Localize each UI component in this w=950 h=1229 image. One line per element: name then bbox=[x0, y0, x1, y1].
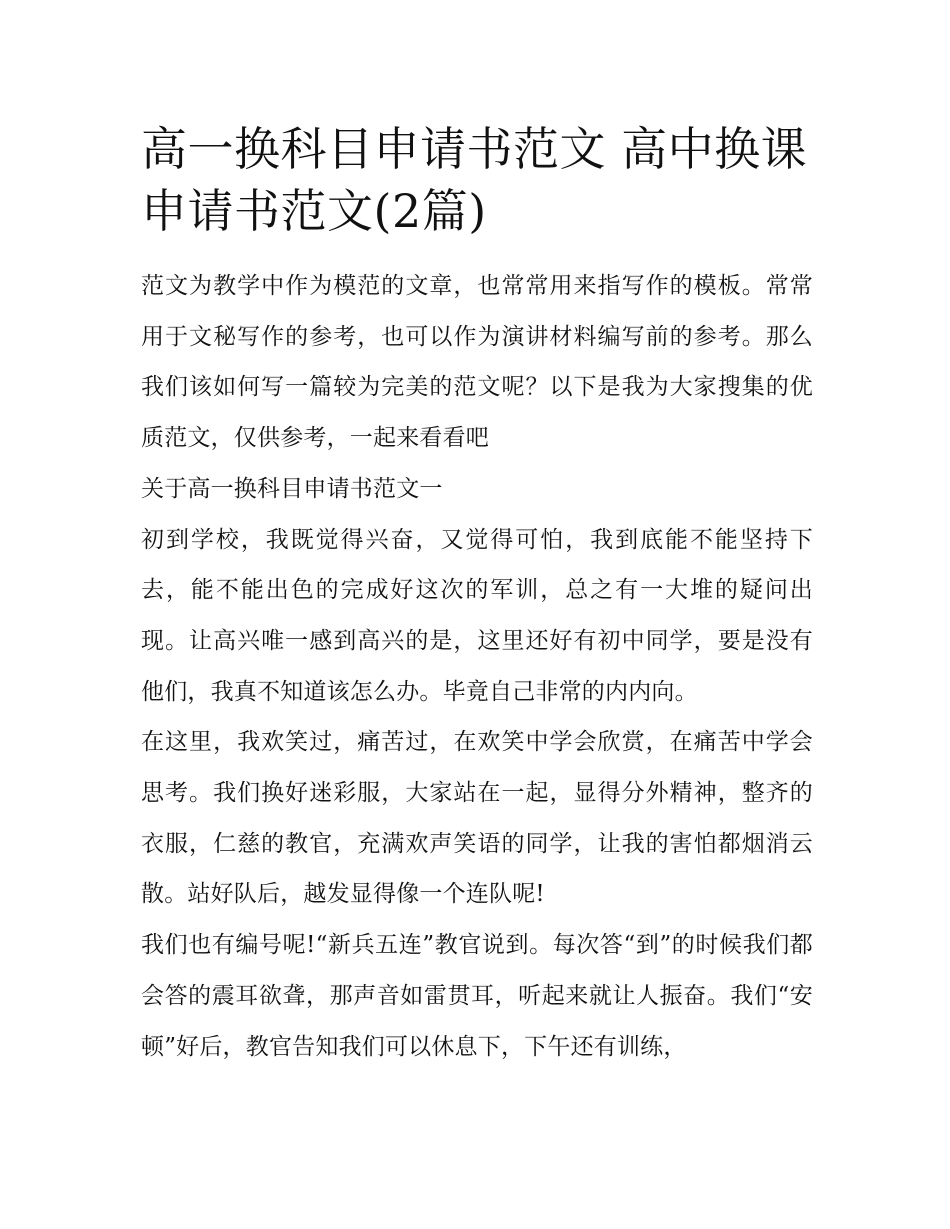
paragraph-arrival: 初到学校，我既觉得兴奋，又觉得可怕，我到底能不能坚持下去，能不能出色的完成好这次的军训，总之有一大堆的疑问出现。让高兴唯一感到高兴的是，这里还好有初中同学，要是没有他们，我真不知道该怎么办。毕竟自己非常的内内向。 bbox=[141, 526, 813, 705]
document-page bbox=[141, 118, 813, 1072]
document-title: 高一换科目申请书范文 高中换课申请书范文(2篇) bbox=[141, 122, 808, 238]
section-heading: 关于高一换科目申请书范文一 bbox=[141, 475, 443, 502]
paragraph-roll-call: 我们也有编号呢!“新兵五连”教官说到。每次答“到”的时候我们都会答的震耳欲聋，那声音如雷贯耳，听起来就让人振奋。我们“安顿”好后，教官告知我们可以休息下，下午还有训练， bbox=[141, 932, 813, 1060]
document-body bbox=[141, 261, 813, 1072]
paragraph-intro: 范文为教学中作为模范的文章，也常常用来指写作的模板。常常用于文秘写作的参考，也可以作为演讲材料编写前的参考。那么我们该如何写一篇较为完美的范文呢？以下是我为大家搜集的优质范文，仅供参考，一起来看看吧 bbox=[141, 273, 813, 452]
paragraph-uniform: 在这里，我欢笑过，痛苦过，在欢笑中学会欣赏，在痛苦中学会思考。我们换好迷彩服，大家站在一起，显得分外精神，整齐的衣服，仁慈的教官，充满欢声笑语的同学，让我的害怕都烟消云散。站好队后，越发显得像一个连队呢! bbox=[141, 729, 813, 908]
